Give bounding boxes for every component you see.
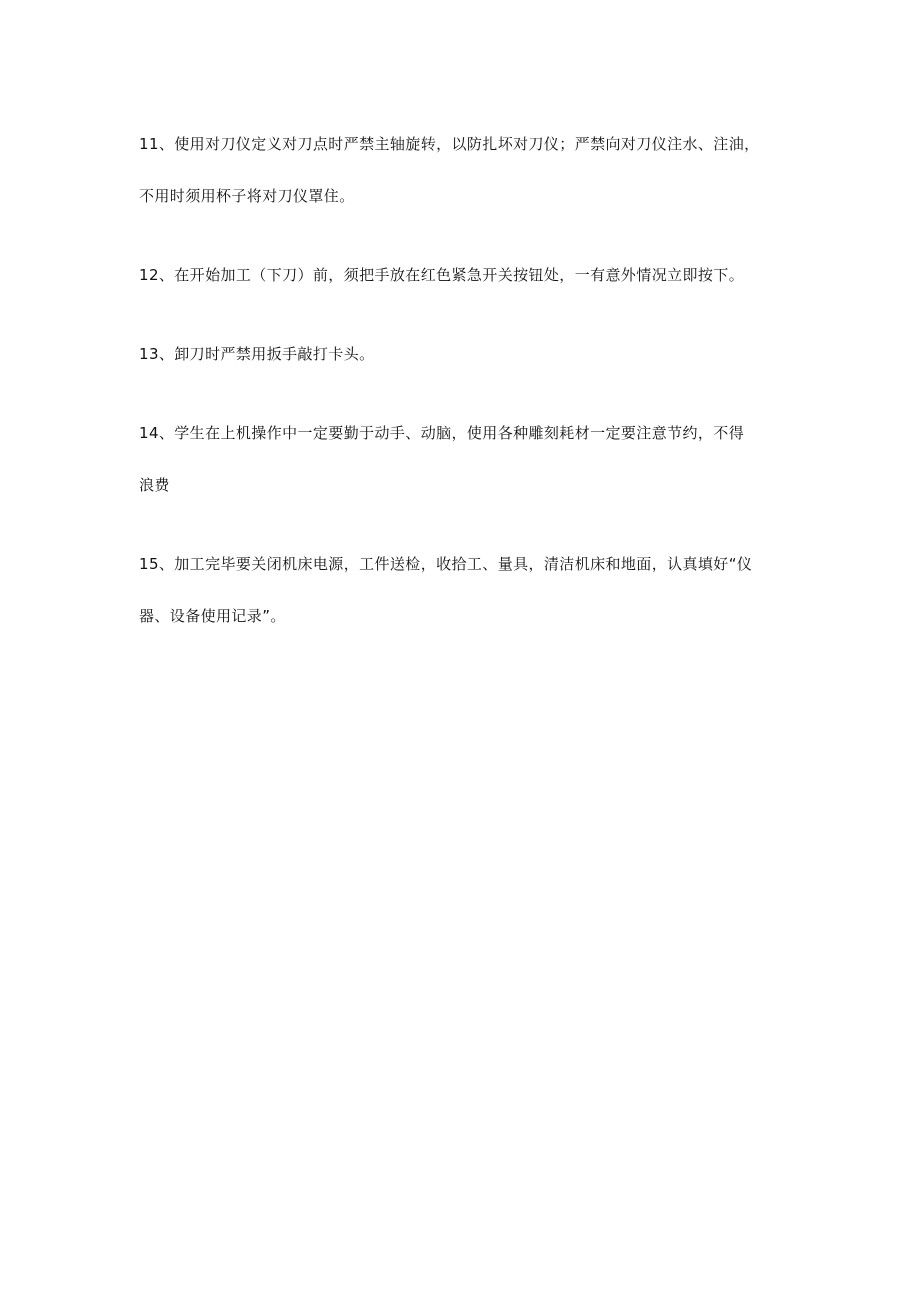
rule-item-13-line-1: 13、卸刀时严禁用扳手敲打卡头。 <box>139 345 375 363</box>
rule-item-12-line-1: 12、在开始加工（下刀）前，须把手放在红色紧急开关按钮处，一有意外情况立即按下。 <box>139 266 745 284</box>
rule-item-15-line-2: 器、设备使用记录”。 <box>139 607 286 625</box>
rule-item-14 <box>139 407 789 511</box>
rule-item-14-line-2: 浪费 <box>139 476 170 494</box>
rule-item-12 <box>139 249 789 301</box>
rule-item-11-line-2: 不用时须用杯子将对刀仪罩住。 <box>139 187 355 205</box>
rule-item-15 <box>139 538 789 642</box>
rule-item-11 <box>139 118 789 222</box>
rule-item-14-line-1: 14、学生在上机操作中一定要勤于动手、动脑，使用各种雕刻耗材一定要注意节约，不得 <box>139 424 745 442</box>
rule-item-13 <box>139 328 789 380</box>
document-body <box>139 118 789 669</box>
rule-item-11-line-1: 11、使用对刀仪定义对刀点时严禁主轴旋转，以防扎坏对刀仪；严禁向对刀仪注水、注油， <box>139 135 760 153</box>
rule-item-15-line-1: 15、加工完毕要关闭机床电源，工件送检，收拾工、量具，清洁机床和地面，认真填好“仪 <box>139 555 753 573</box>
